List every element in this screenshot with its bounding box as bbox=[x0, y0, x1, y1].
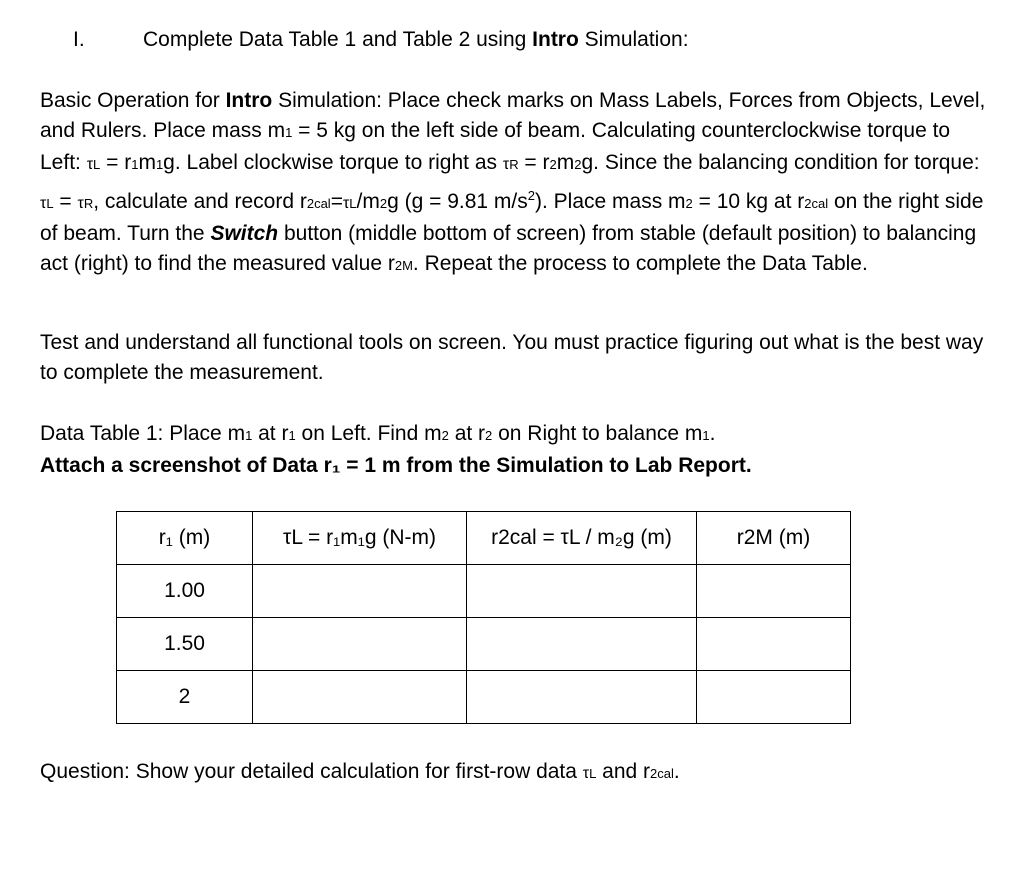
header-r2m: r2M (m) bbox=[697, 512, 851, 565]
table-caption-line1: Data Table 1: Place m1 at r1 on Left. Find m2 at r2 on Right to balance m1. bbox=[40, 422, 716, 445]
cell-tau-l bbox=[253, 671, 467, 724]
cell-r2m bbox=[697, 671, 851, 724]
cell-r2cal bbox=[467, 618, 697, 671]
question-text: Question: Show your detailed calculation for first-row data τL and r2cal. bbox=[40, 760, 680, 783]
header-tau-l: τL = r₁m₁g (N-m) bbox=[253, 512, 467, 565]
switch-label: Switch bbox=[210, 221, 279, 245]
table-row bbox=[117, 565, 851, 618]
instructions-paragraph: Test and understand all functional tools on screen. You must practice figuring out what is the best way to complete the measurement. bbox=[40, 331, 984, 385]
cell-r2cal bbox=[467, 671, 697, 724]
section-number: I. bbox=[73, 28, 85, 51]
cell-tau-l bbox=[253, 618, 467, 671]
section-heading bbox=[0, 28, 1024, 58]
table-row bbox=[117, 671, 851, 724]
header-r2cal: r2cal = τL / m₂g (m) bbox=[467, 512, 697, 565]
cell-r1: 1.50 bbox=[117, 618, 253, 671]
data-table-1 bbox=[116, 511, 851, 724]
cell-r2m bbox=[697, 618, 851, 671]
basic-operation-paragraph: Basic Operation for Intro Simulation: Place check marks on Mass Labels, Forces from Objects, Level, and Rulers. Place mass m1 = 5 kg on the left side of beam. Calculating counterclockwise torque to Left: τL = r1m1g. Label clockwise torque to right as τR = r2m2g. Since the balancing condition for torque: τL = τR, calculate and record r2cal=τL/m2g (g = 9.81 $m/s^2$). Place mass m2 = 10 kg at r2cal on the right side of beam. Turn the Switch button (middle bottom of screen) from stable (default position) to balancing act (right) to find the measured value r2M. Repeat the process to complete the Data Table. bbox=[40, 89, 986, 276]
cell-r1: 2 bbox=[117, 671, 253, 724]
cell-r2cal bbox=[467, 565, 697, 618]
table-caption bbox=[40, 419, 990, 481]
cell-r1: 1.00 bbox=[117, 565, 253, 618]
table-row bbox=[117, 618, 851, 671]
table-caption-attach-note: Attach a screenshot of Data r₁ = 1 m from the Simulation to Lab Report. bbox=[40, 454, 752, 478]
section-title: Complete Data Table 1 and Table 2 using Intro Simulation: bbox=[143, 28, 689, 51]
header-r1: r₁ (m) bbox=[117, 512, 253, 565]
cell-tau-l bbox=[253, 565, 467, 618]
table-header-row bbox=[117, 512, 851, 565]
cell-r2m bbox=[697, 565, 851, 618]
